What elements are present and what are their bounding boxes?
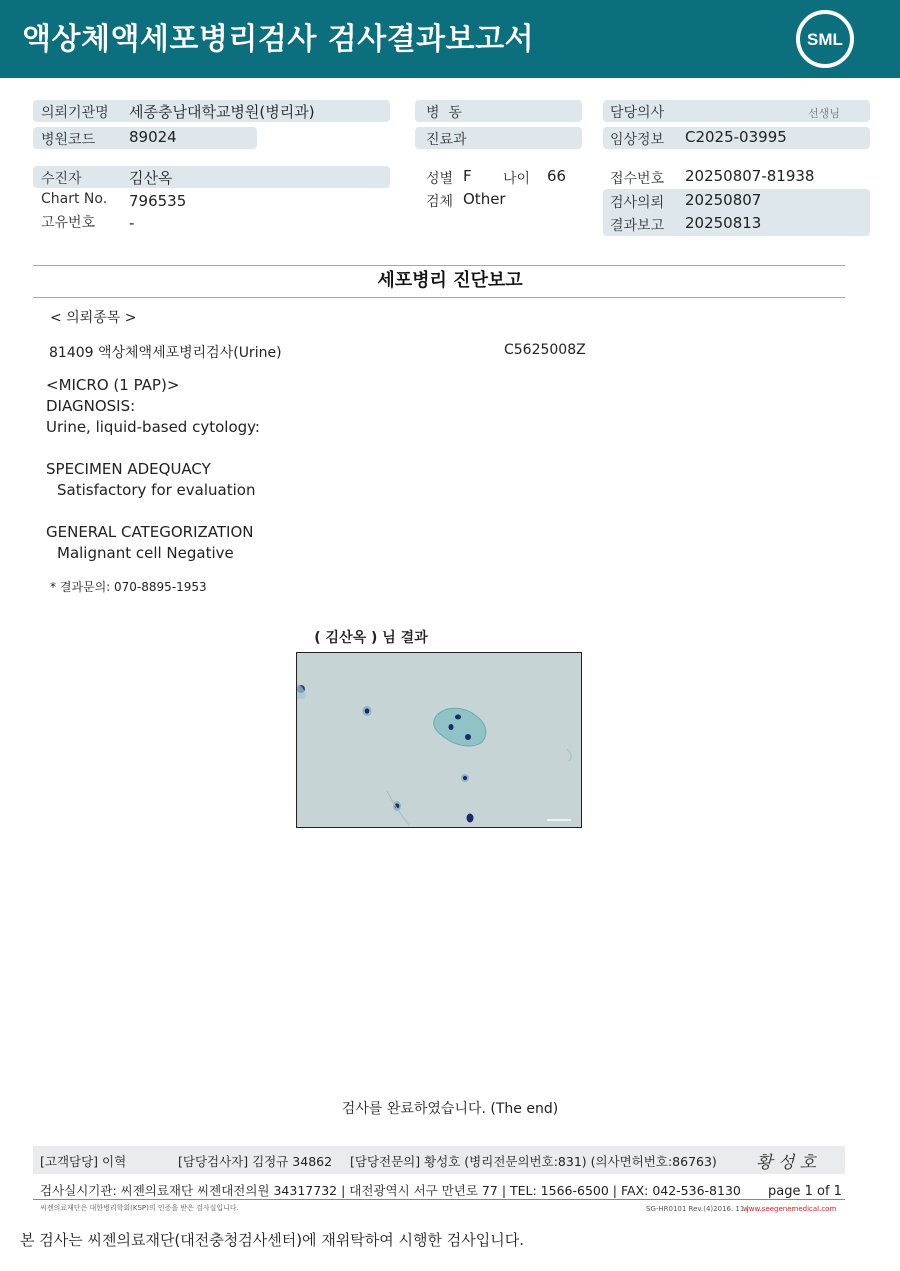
image-caption: ( 김산옥 ) 님 결과 (314, 630, 428, 646)
adequacy-value: Satisfactory for evaluation (57, 481, 256, 499)
diagnosis-heading: DIAGNOSIS: (46, 397, 136, 415)
uid-label: 고유번호 (41, 215, 96, 231)
micro-line: <MICRO (1 PAP)> (46, 376, 180, 394)
request-label: 검사의뢰 (610, 195, 665, 211)
receipt-label: 접수번호 (610, 171, 665, 187)
age-label: 나이 (503, 171, 531, 187)
contact-note: * 결과문의: 070-8895-1953 (50, 580, 207, 594)
adequacy-heading: SPECIMEN ADEQUACY (46, 460, 211, 478)
patient-label: 수진자 (41, 171, 82, 187)
chart-label: Chart No. (41, 191, 108, 207)
micrograph-drawing (297, 653, 581, 827)
logo-text: SML (807, 30, 843, 49)
order-heading: < 의뢰종목 > (50, 310, 137, 326)
specimen-label: 검체 (426, 194, 454, 210)
hospital-label: 의뢰기관명 (41, 105, 109, 121)
ward-label: 병 동 (426, 105, 462, 121)
order-item: 81409 액상체액세포병리검사(Urine) (49, 345, 282, 361)
order-code: C5625008Z (504, 342, 586, 358)
report-title: 액상체액세포병리검사 검사결과보고서 (22, 22, 535, 57)
dept-label: 진료과 (426, 132, 467, 148)
specialist: [담당전문의] 황성호 (병리전문의번호:831) (의사면허번호:86763) (350, 1154, 717, 1169)
website-link[interactable]: www.seegenemedical.com (743, 1205, 837, 1213)
chart-value: 796535 (129, 192, 187, 210)
code-value: 89024 (129, 128, 177, 146)
patient-row (33, 166, 390, 188)
doctor-suffix: 선생님 (808, 107, 840, 120)
section-bottom-rule (33, 297, 845, 298)
doctor-label: 담당의사 (610, 105, 665, 121)
form-code: SG-HR0101 Rev.(4)2016. 11 | (646, 1205, 749, 1213)
ksp-note: 씨젠의료재단은 대한병리학회(KSP)의 인증을 받은 검사실입니다. (40, 1204, 239, 1212)
report-date-value: 20250813 (685, 214, 762, 232)
customer-contact: [고객담당] 이혁 (40, 1154, 127, 1169)
diagnosis-value: Urine, liquid-based cytology: (46, 418, 260, 436)
categorization-value: Malignant cell Negative (57, 544, 234, 562)
footer-rule (33, 1199, 845, 1200)
patient-value: 김산옥 (129, 169, 173, 187)
page-number: page 1 of 1 (768, 1184, 842, 1199)
clinical-value: C2025-03995 (685, 128, 787, 146)
report-date-label: 결과보고 (610, 218, 665, 234)
report-header (0, 0, 900, 78)
categorization-heading: GENERAL CATEGORIZATION (46, 523, 254, 541)
specimen-value: Other (463, 190, 506, 208)
sex-value: F (463, 167, 472, 185)
end-text: 검사를 완료하였습니다. (The end) (341, 1101, 559, 1117)
bottom-note: 본 검사는 씨젠의료재단(대전충청검사센터)에 재위탁하여 시행한 검사입니다. (20, 1231, 524, 1249)
clinical-label: 임상정보 (610, 132, 665, 148)
hospital-value: 세종충남대학교병원(병리과) (129, 103, 315, 121)
technician: [담당검사자] 김정규 34862 (178, 1154, 333, 1169)
age-value: 66 (547, 167, 567, 185)
request-value: 20250807 (685, 191, 762, 209)
sex-label: 성별 (426, 171, 454, 187)
cytology-micrograph (296, 652, 582, 828)
section-title: 세포병리 진단보고 (377, 270, 523, 291)
uid-value: - (129, 214, 135, 232)
institution-info: 검사실시기관: 씨젠의료재단 씨젠대전의원 34317732 | 대전광역시 서구 만년로 77 | TEL: 1566-6500 | FAX: 042-536-8130 (40, 1183, 741, 1198)
code-label: 병원코드 (41, 132, 96, 148)
sml-logo (796, 10, 854, 68)
signature: 황 성 호 (756, 1153, 817, 1173)
receipt-value: 20250807-81938 (685, 167, 815, 185)
